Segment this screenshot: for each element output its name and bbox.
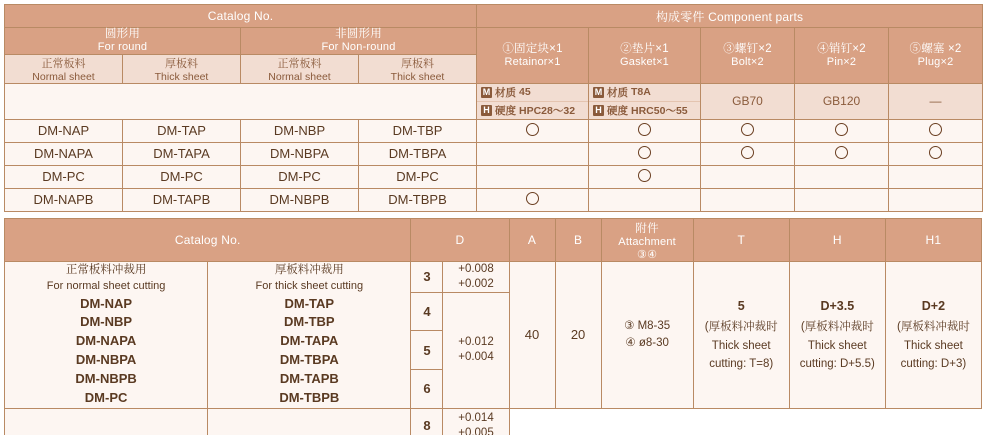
t1-r2-code-3: DM-PC bbox=[359, 165, 477, 188]
t1-spec-retainor-hardness-label: 硬度 bbox=[495, 104, 517, 117]
t2-h1-note-en2: cutting: D+3) bbox=[900, 358, 967, 371]
t2-name-thick-en: For thick sheet cutting bbox=[255, 279, 364, 292]
t1-r2-code-2: DM-PC bbox=[241, 165, 359, 188]
t1-r3-mark-retainor bbox=[477, 188, 589, 211]
t1-sheet-col-2-en: Normal sheet bbox=[268, 70, 331, 83]
t1-sheet-col-0 bbox=[5, 54, 123, 83]
t1-components-header: 构成零件 Component parts bbox=[477, 5, 983, 28]
t2-h-note-en1: Thick sheet bbox=[807, 339, 867, 352]
t2-a-value: 40 bbox=[509, 262, 555, 409]
t1-col-gasket bbox=[589, 28, 701, 84]
t2-name-normal-code-5: DM-PC bbox=[84, 389, 128, 405]
t2-attachment-header bbox=[601, 219, 693, 262]
t1-group-nonround-en: For Non-round bbox=[321, 41, 396, 54]
t1-col-pin-en: Pin×2 bbox=[826, 55, 857, 68]
t2-d-value-0-text: 3 bbox=[423, 269, 431, 285]
t2-h-value-main: D+3.5 bbox=[820, 299, 855, 314]
t1-r1-code-2: DM-NBPA bbox=[241, 142, 359, 165]
t1-col-bolt-cn: ③螺钉×2 bbox=[723, 42, 772, 55]
t2-d-value-4 bbox=[411, 408, 443, 435]
t1-sheet-col-3-en: Thick sheet bbox=[390, 70, 445, 83]
t1-spec-plug: — bbox=[889, 83, 983, 119]
t1-spec-gasket-hardness-value: HRC50～55 bbox=[631, 104, 688, 117]
t2-name-thick-code-1: DM-TBP bbox=[284, 314, 335, 330]
t1-r0-mark-plug bbox=[889, 119, 983, 142]
t1-r1-mark-plug bbox=[889, 142, 983, 165]
t1-group-round bbox=[5, 28, 241, 55]
t2-d-tol-1-upper: +0.012 bbox=[458, 336, 494, 349]
t1-sheet-col-1-en: Thick sheet bbox=[154, 70, 209, 83]
t1-r3-mark-gasket bbox=[589, 188, 701, 211]
t2-attachment-line-0: ③ M8-35 bbox=[624, 319, 671, 332]
t2-name-thick-code-0: DM-TAP bbox=[284, 295, 335, 311]
t1-col-retainor-en: Retainor×1 bbox=[504, 55, 561, 68]
t1-col-pin-cn: ④销钉×2 bbox=[817, 42, 866, 55]
t2-attachment-value bbox=[601, 262, 693, 409]
t2-d-value-1-text: 4 bbox=[423, 304, 431, 320]
t1-col-plug bbox=[889, 28, 983, 84]
material-badge-icon: M bbox=[594, 86, 603, 97]
t2-d-value-3 bbox=[411, 370, 443, 409]
t1-r3-code-0: DM-NAPB bbox=[5, 188, 123, 211]
circle-mark-icon bbox=[526, 192, 539, 205]
t1-col-plug-cn: ⑤螺塞 ×2 bbox=[909, 42, 962, 55]
t1-col-retainor bbox=[477, 28, 589, 84]
t2-h-header: H bbox=[789, 219, 885, 262]
t2-name-normal-code-4: DM-NBPB bbox=[75, 370, 137, 386]
t2-d-tol-2-lower: +0.005 bbox=[458, 426, 494, 435]
t1-r3-mark-pin bbox=[795, 188, 889, 211]
t1-sheet-col-1 bbox=[123, 54, 241, 83]
t2-t-value bbox=[693, 262, 789, 409]
hardness-badge-icon: H bbox=[481, 105, 492, 116]
t2-attachment-header-nums: ③④ bbox=[637, 248, 658, 261]
t2-d-tol-0-lower: +0.002 bbox=[458, 277, 494, 290]
t1-r2-code-0: DM-PC bbox=[5, 165, 123, 188]
t1-group-nonround bbox=[241, 28, 477, 55]
t1-spec-gasket-material bbox=[589, 84, 700, 101]
circle-mark-icon bbox=[929, 146, 942, 159]
t1-r0-mark-bolt bbox=[701, 119, 795, 142]
t1-col-gasket-en: Gasket×1 bbox=[620, 55, 670, 68]
t1-r2-mark-retainor bbox=[477, 165, 589, 188]
t2-name-normal-code-3: DM-NBPA bbox=[75, 352, 137, 368]
circle-mark-icon bbox=[835, 146, 848, 159]
t2-name-normal-cn: 正常板料冲裁用 bbox=[65, 264, 147, 276]
circle-mark-icon bbox=[638, 123, 651, 136]
table-row bbox=[5, 119, 983, 142]
hardness-badge-icon: H bbox=[593, 105, 604, 116]
t1-r1-code-3: DM-TBPA bbox=[359, 142, 477, 165]
t2-name-thick bbox=[208, 262, 411, 409]
t1-spec-retainor-material-label: 材质 bbox=[495, 86, 517, 99]
t1-spec-gasket-material-value: T8A bbox=[631, 86, 651, 99]
t1-sheet-col-3-cn: 厚板料 bbox=[401, 57, 434, 70]
t2-name-thick-cn: 厚板料冲裁用 bbox=[274, 264, 344, 276]
t2-name-thick-code-4: DM-TAPB bbox=[279, 370, 339, 386]
t1-spec-blank bbox=[5, 83, 477, 119]
circle-mark-icon bbox=[929, 123, 942, 136]
t1-group-nonround-cn: 非圆形用 bbox=[335, 28, 382, 40]
t1-group-round-en: For round bbox=[97, 41, 148, 54]
t2-d-tol-0 bbox=[443, 262, 509, 293]
t1-col-gasket-cn: ②垫片×1 bbox=[620, 42, 669, 55]
t1-r0-code-0: DM-NAP bbox=[5, 119, 123, 142]
t1-r3-code-2: DM-NBPB bbox=[241, 188, 359, 211]
t2-catalog-header: Catalog No. bbox=[5, 219, 411, 262]
t1-spec-retainor bbox=[477, 83, 589, 119]
table-row bbox=[5, 142, 983, 165]
t1-r0-mark-pin bbox=[795, 119, 889, 142]
circle-mark-icon bbox=[638, 169, 651, 182]
t1-col-pin bbox=[795, 28, 889, 84]
t2-name-normal-code-0: DM-NAP bbox=[80, 295, 133, 311]
t1-group-round-cn: 圆形用 bbox=[104, 28, 141, 40]
t2-t-note-en2: cutting: T=8) bbox=[709, 358, 774, 371]
t1-spec-gasket bbox=[589, 83, 701, 119]
circle-mark-icon bbox=[526, 123, 539, 136]
t1-r0-code-3: DM-TBP bbox=[359, 119, 477, 142]
t1-r1-mark-gasket bbox=[589, 142, 701, 165]
t1-r0-mark-retainor bbox=[477, 119, 589, 142]
t1-r1-code-1: DM-TAPA bbox=[123, 142, 241, 165]
t2-attachment-header-cn: 附件 bbox=[635, 222, 659, 235]
circle-mark-icon bbox=[741, 123, 754, 136]
t2-name-thick-code-2: DM-TAPA bbox=[280, 333, 339, 349]
t1-r0-mark-gasket bbox=[589, 119, 701, 142]
t1-col-bolt-en: Bolt×2 bbox=[731, 55, 764, 68]
table-row bbox=[5, 165, 983, 188]
t2-d-value-4-text: 8 bbox=[423, 418, 431, 434]
t2-d-tol-1-lower: +0.004 bbox=[458, 351, 494, 364]
t2-d-value-2-text: 5 bbox=[423, 342, 431, 358]
t1-sheet-col-1-cn: 厚板料 bbox=[165, 57, 198, 70]
t2-h1-note-cn: (厚板料冲裁时 bbox=[897, 321, 970, 334]
t1-r3-mark-plug bbox=[889, 188, 983, 211]
t1-r2-mark-bolt bbox=[701, 165, 795, 188]
t1-col-retainor-cn: ①固定块×1 bbox=[502, 42, 563, 55]
t1-spec-gasket-hardness-label: 硬度 bbox=[607, 104, 629, 117]
t2-name-thick-code-3: DM-TBPA bbox=[279, 352, 339, 368]
t2-h1-note-en1: Thick sheet bbox=[904, 339, 963, 352]
t1-r2-code-1: DM-PC bbox=[123, 165, 241, 188]
t2-name-normal-code-1: DM-NBP bbox=[80, 314, 133, 330]
t2-name-normal bbox=[5, 262, 208, 409]
t1-spec-gasket-material-label: 材质 bbox=[607, 86, 629, 99]
t2-b-value: 20 bbox=[555, 262, 601, 409]
t2-d-tol-1 bbox=[443, 292, 509, 408]
table-row bbox=[5, 408, 982, 435]
circle-mark-icon bbox=[741, 146, 754, 159]
t1-sheet-col-3 bbox=[359, 54, 477, 83]
table-row bbox=[5, 188, 983, 211]
t1-sheet-col-2 bbox=[241, 54, 359, 83]
t2-b-header: B bbox=[555, 219, 601, 262]
t1-spec-retainor-hardness-value: HPC28～32 bbox=[519, 104, 576, 117]
t1-catalog-header: Catalog No. bbox=[5, 5, 477, 28]
t1-r1-mark-bolt bbox=[701, 142, 795, 165]
t1-r1-code-0: DM-NAPA bbox=[5, 142, 123, 165]
t1-spec-retainor-hardness bbox=[477, 101, 588, 119]
t2-d-value-1 bbox=[411, 292, 443, 331]
t2-name-normal-en: For normal sheet cutting bbox=[46, 279, 166, 292]
t2-name-normal-code-2: DM-NAPA bbox=[75, 333, 137, 349]
t2-a-header: A bbox=[509, 219, 555, 262]
t2-t-value-main: 5 bbox=[737, 299, 745, 314]
t2-t-note-cn: (厚板料冲裁时 bbox=[704, 321, 778, 334]
t1-r3-mark-bolt bbox=[701, 188, 795, 211]
t1-spec-gasket-hardness bbox=[589, 101, 700, 119]
t2-h1-value-main: D+2 bbox=[921, 299, 946, 314]
dimensions-table bbox=[4, 218, 982, 435]
t2-t-header: T bbox=[693, 219, 789, 262]
t2-d-value-2 bbox=[411, 331, 443, 370]
t1-col-bolt bbox=[701, 28, 795, 84]
t1-r0-code-1: DM-TAP bbox=[123, 119, 241, 142]
t1-col-plug-en: Plug×2 bbox=[917, 55, 954, 68]
circle-mark-icon bbox=[638, 146, 651, 159]
t2-h1-value bbox=[885, 262, 981, 409]
t1-sheet-col-0-cn: 正常板料 bbox=[41, 57, 86, 70]
t2-name-normal-tail bbox=[5, 408, 208, 435]
circle-mark-icon bbox=[835, 123, 848, 136]
t2-d-tol-2 bbox=[443, 408, 509, 435]
t1-r1-mark-pin bbox=[795, 142, 889, 165]
t2-attachment-header-en: Attachment bbox=[618, 235, 676, 248]
t2-name-thick-tail bbox=[208, 408, 411, 435]
t2-h1-header: H1 bbox=[885, 219, 981, 262]
t2-t-note-en1: Thick sheet bbox=[711, 339, 771, 352]
t1-r0-code-2: DM-NBP bbox=[241, 119, 359, 142]
t2-d-tol-2-upper: +0.014 bbox=[458, 411, 494, 424]
t1-r1-mark-retainor bbox=[477, 142, 589, 165]
t1-sheet-col-2-cn: 正常板料 bbox=[277, 57, 322, 70]
t1-sheet-col-0-en: Normal sheet bbox=[32, 70, 95, 83]
t1-spec-pin: GB120 bbox=[795, 83, 889, 119]
t2-d-header: D bbox=[411, 219, 509, 262]
t1-r2-mark-pin bbox=[795, 165, 889, 188]
t2-d-value-3-text: 6 bbox=[423, 381, 431, 397]
t2-d-value-0 bbox=[411, 262, 443, 293]
t1-spec-bolt: GB70 bbox=[701, 83, 795, 119]
t2-attachment-line-1: ④ ø8-30 bbox=[625, 336, 669, 349]
t2-h-note-cn: (厚板料冲裁时 bbox=[800, 321, 874, 334]
t2-h-value bbox=[789, 262, 885, 409]
t2-h-note-en2: cutting: D+5.5) bbox=[799, 358, 875, 371]
t1-r3-code-1: DM-TAPB bbox=[123, 188, 241, 211]
material-badge-icon: M bbox=[482, 86, 491, 97]
t1-r2-mark-gasket bbox=[589, 165, 701, 188]
t1-spec-retainor-material-value: 45 bbox=[519, 86, 531, 99]
t1-spec-retainor-material bbox=[477, 84, 588, 101]
t1-r3-code-3: DM-TBPB bbox=[359, 188, 477, 211]
t2-d-tol-0-upper: +0.008 bbox=[458, 263, 494, 275]
component-parts-table bbox=[4, 4, 983, 212]
t1-r2-mark-plug bbox=[889, 165, 983, 188]
t2-name-thick-code-5: DM-TBPB bbox=[279, 389, 340, 405]
